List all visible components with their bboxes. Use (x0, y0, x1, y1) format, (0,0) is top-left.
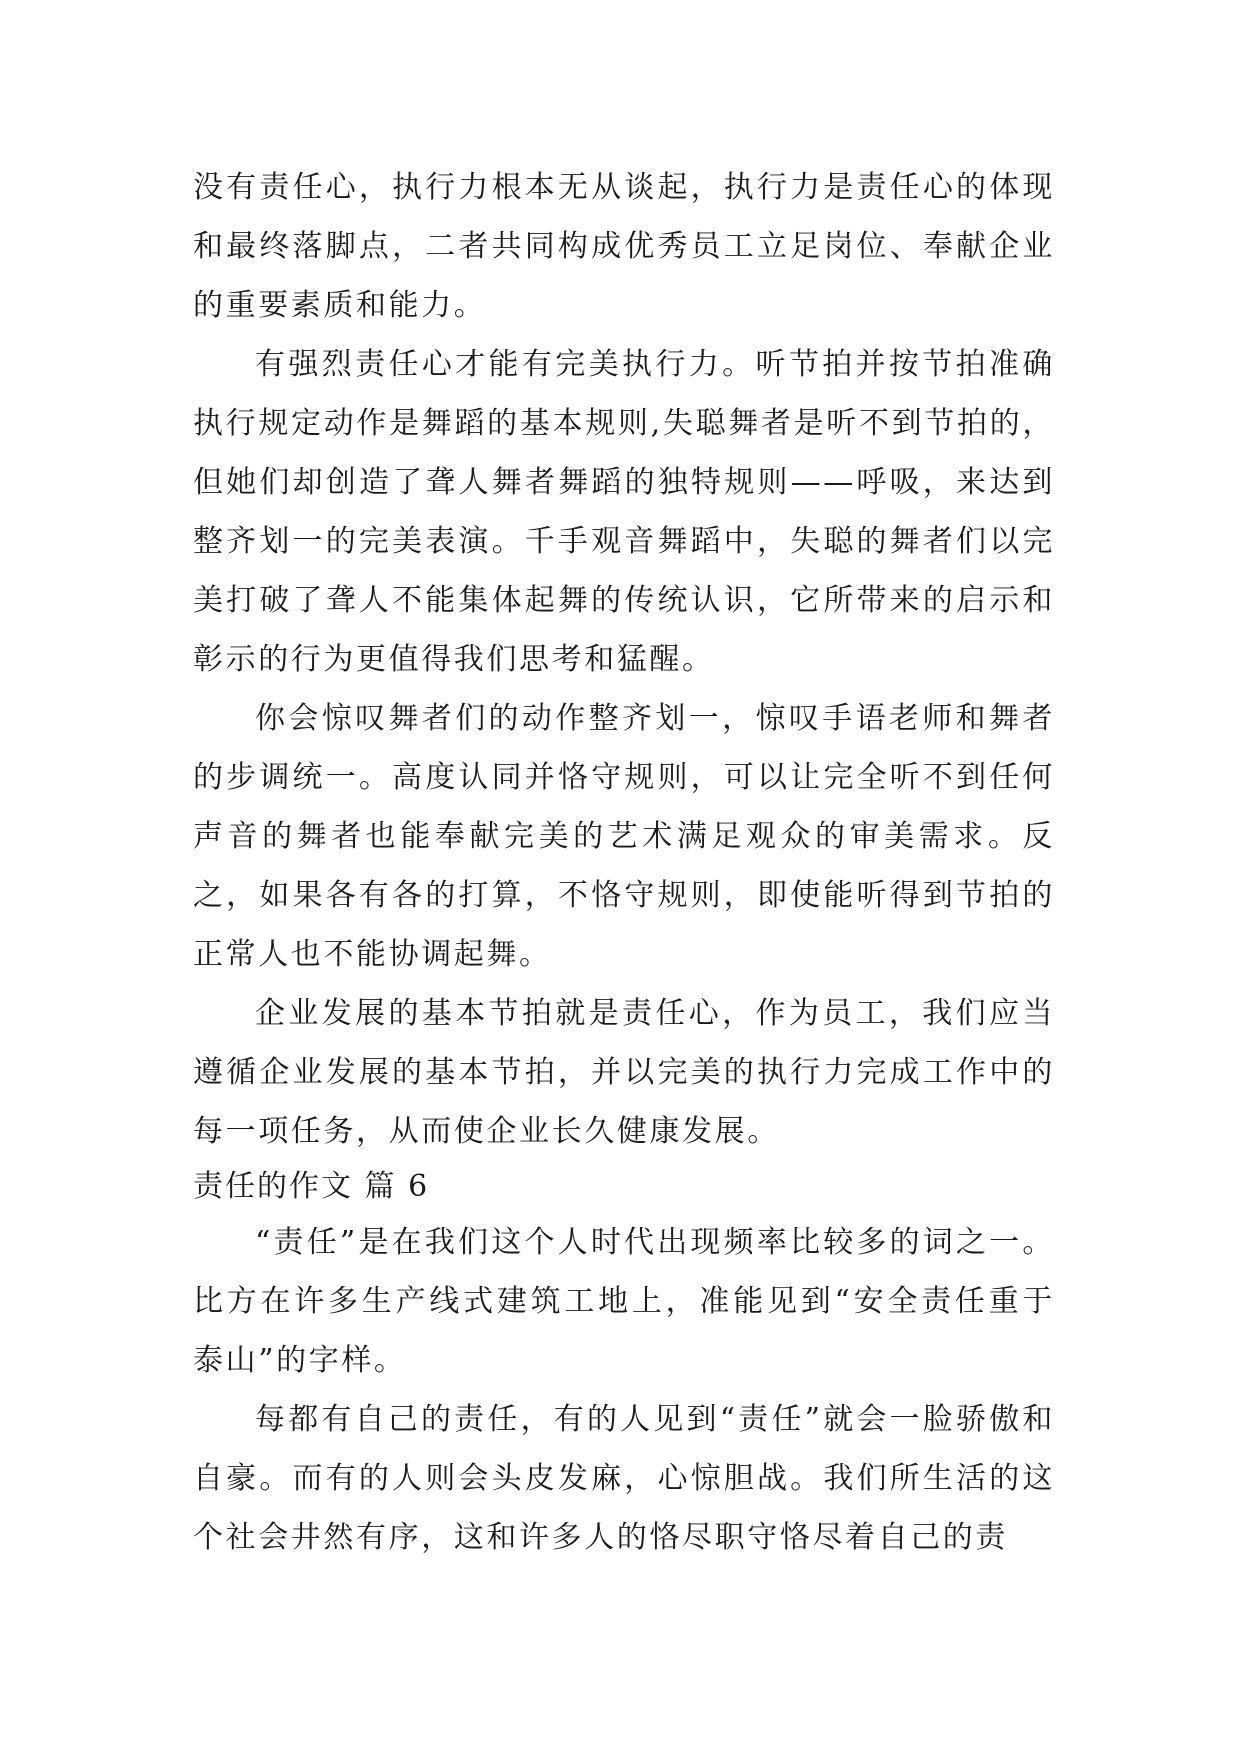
paragraph-4: 企业发展的基本节拍就是责任心，作为员工，我们应当遵循企业发展的基本节拍，并以完美的执行力完成工作中的每一项任务，从而使企业长久健康发展。 (193, 996, 1055, 1149)
paragraph-2: 有强烈责任心才能有完美执行力。听节拍并按节拍准确执行规定动作是舞蹈的基本规则,失聪舞者是听不到节拍的，但她们却创造了聋人舞者舞蹈的独特规则——呼吸，来达到整齐划一的完美表演。千手观音舞蹈中，失聪的舞者们以完美打破了聋人不能集体起舞的传统认识，它所带来的启示和彰示的行为更值得我们思考和猛醒。 (193, 347, 1055, 677)
paragraph-1: 没有责任心，执行力根本无从谈起，执行力是责任心的体现和最终落脚点，二者共同构成优秀员工立足岗位、奉献企业的重要素质和能力。 (193, 170, 1055, 323)
section-heading: 责任的作文 篇 6 (193, 1169, 430, 1204)
section-paragraph-1: “责任”是在我们这个人时代出现频率比较多的词之一。比方在许多生产线式建筑工地上，准能见到“安全责任重于泰山”的字样。 (193, 1225, 1055, 1378)
section-paragraph-2: 每都有自己的责任，有的人见到“责任”就会一脸骄傲和自豪。而有的人则会头皮发麻，心惊胆战。我们所生活的这个社会井然有序，这和许多人的恪尽职守恪尽着自己的责 (193, 1402, 1055, 1555)
paragraph-3: 你会惊叹舞者们的动作整齐划一，惊叹手语老师和舞者的步调统一。高度认同并恪守规则，可以让完全听不到任何声音的舞者也能奉献完美的艺术满足观众的审美需求。反之，如果各有各的打算，不恪守规则，即使能听得到节拍的正常人也不能协调起舞。 (193, 701, 1055, 972)
document-page (193, 158, 1055, 1567)
